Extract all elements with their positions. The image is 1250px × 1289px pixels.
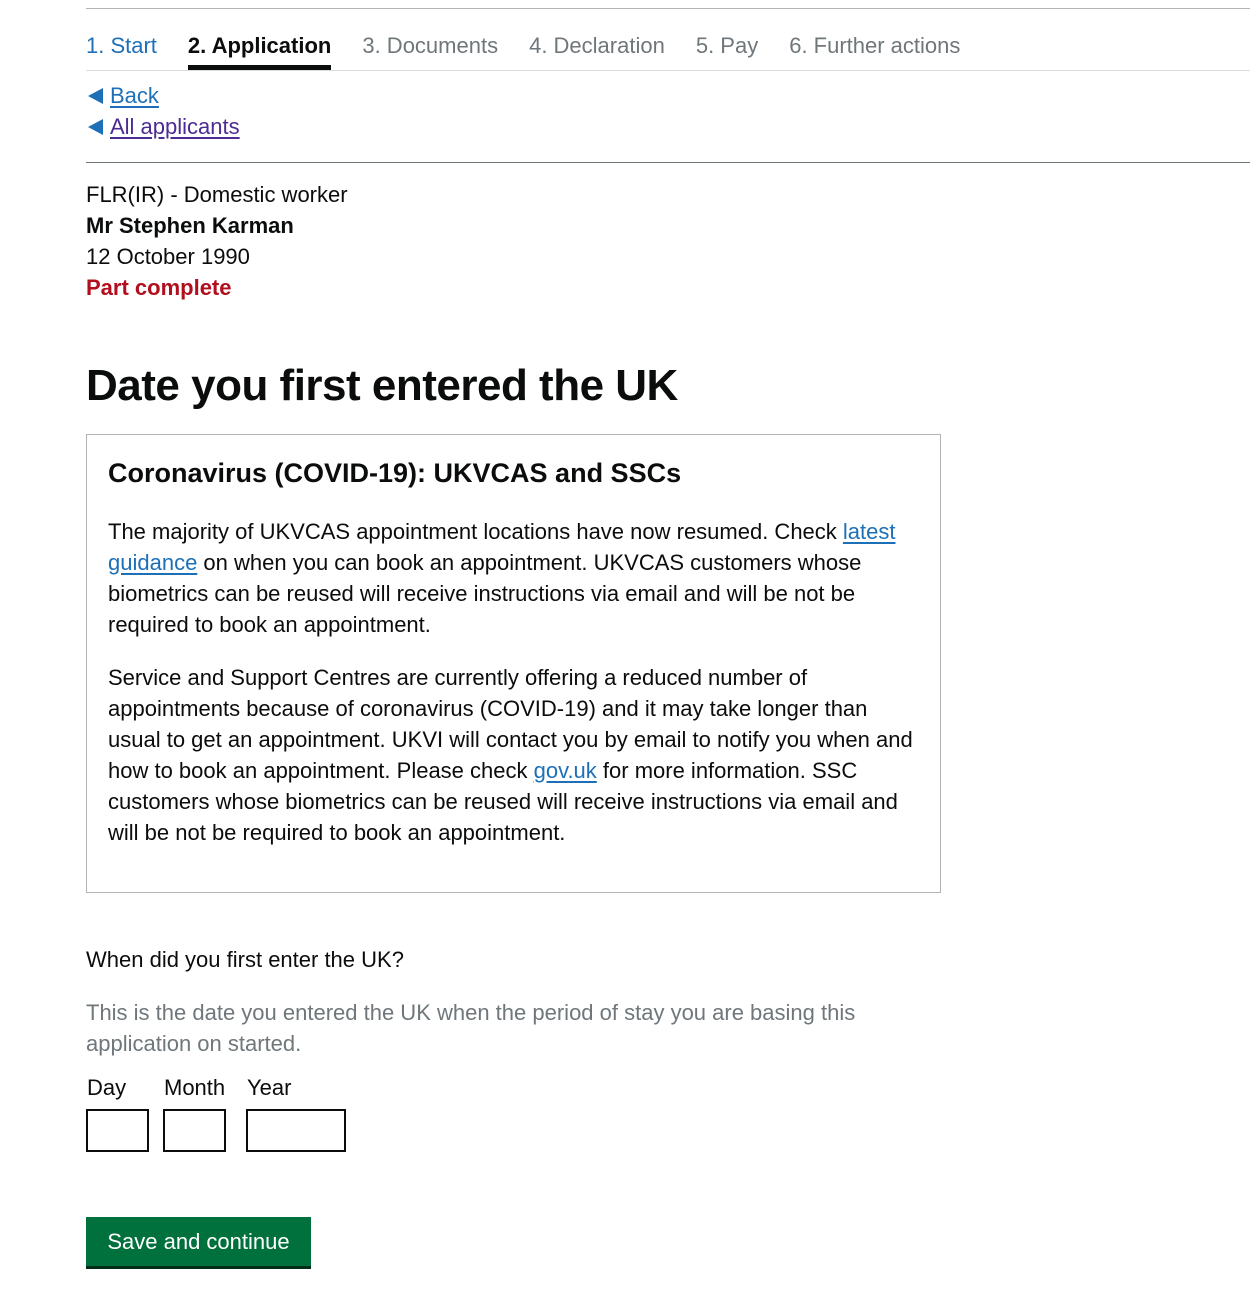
notice-text: Service and Support Centres are currently offering a reduced number of appointments because of coronavirus (COVID-19) and it may take longer than usual to get an appointment. UKVI will contact you by email to notify you when and how to book an appointment. Please check xyxy=(108,665,913,783)
notice-paragraph-1 xyxy=(108,516,920,640)
notice-heading: Coronavirus (COVID-19): UKVCAS and SSCs xyxy=(108,458,682,488)
back-arrow-icon xyxy=(88,119,103,135)
back-link[interactable] xyxy=(88,80,240,111)
back-arrow-icon xyxy=(88,88,103,104)
notice-text: on when you can book an appointment. UKVCAS customers whose biometrics can be reused will receive instructions via email and will be not be required to book an appointment. xyxy=(108,550,862,637)
applicant-summary xyxy=(86,179,348,303)
back-links xyxy=(88,80,240,142)
year-input[interactable] xyxy=(246,1109,346,1152)
latest-guidance-link[interactable]: latest guidance xyxy=(108,519,896,575)
notice-paragraph-2 xyxy=(108,662,920,848)
all-applicants-link[interactable] xyxy=(88,111,240,142)
step-documents: 3. Documents xyxy=(362,33,499,58)
back-link-label[interactable]: Back xyxy=(110,83,159,108)
gov-uk-link[interactable]: gov.uk xyxy=(533,758,597,783)
page-title: Date you first entered the UK xyxy=(86,361,678,410)
notice-text: for more information. SSC customers whose biometrics can be reused will receive instructions via email and will be not be required to book an appointment. xyxy=(108,758,898,845)
progress-steps xyxy=(86,30,1250,71)
day-label: Day xyxy=(87,1075,127,1100)
section-divider xyxy=(86,162,1250,163)
year-label: Year xyxy=(247,1075,292,1100)
applicant-dob: 12 October 1990 xyxy=(86,244,250,269)
application-type: FLR(IR) - Domestic worker xyxy=(86,182,348,207)
step-start[interactable]: 1. Start xyxy=(86,33,157,58)
all-applicants-link-label[interactable]: All applicants xyxy=(110,114,240,139)
month-label: Month xyxy=(164,1075,226,1100)
notice-text: The majority of UKVCAS appointment locations have now resumed. Check xyxy=(108,519,843,544)
step-pay: 5. Pay xyxy=(695,33,759,58)
status-badge: Part complete xyxy=(86,275,232,300)
step-declaration: 4. Declaration xyxy=(529,33,665,58)
covid-notice xyxy=(86,434,941,893)
step-further-actions: 6. Further actions xyxy=(789,33,961,58)
applicant-name: Mr Stephen Karman xyxy=(86,213,294,238)
date-question: When did you first enter the UK? xyxy=(86,947,404,972)
date-hint: This is the date you entered the UK when the period of stay you are basing this application on started. xyxy=(86,1000,856,1056)
top-divider xyxy=(86,8,1250,9)
day-input[interactable] xyxy=(86,1109,149,1152)
step-application[interactable]: 2. Application xyxy=(188,30,331,70)
save-and-continue-button[interactable]: Save and continue xyxy=(86,1217,311,1266)
month-input[interactable] xyxy=(163,1109,226,1152)
